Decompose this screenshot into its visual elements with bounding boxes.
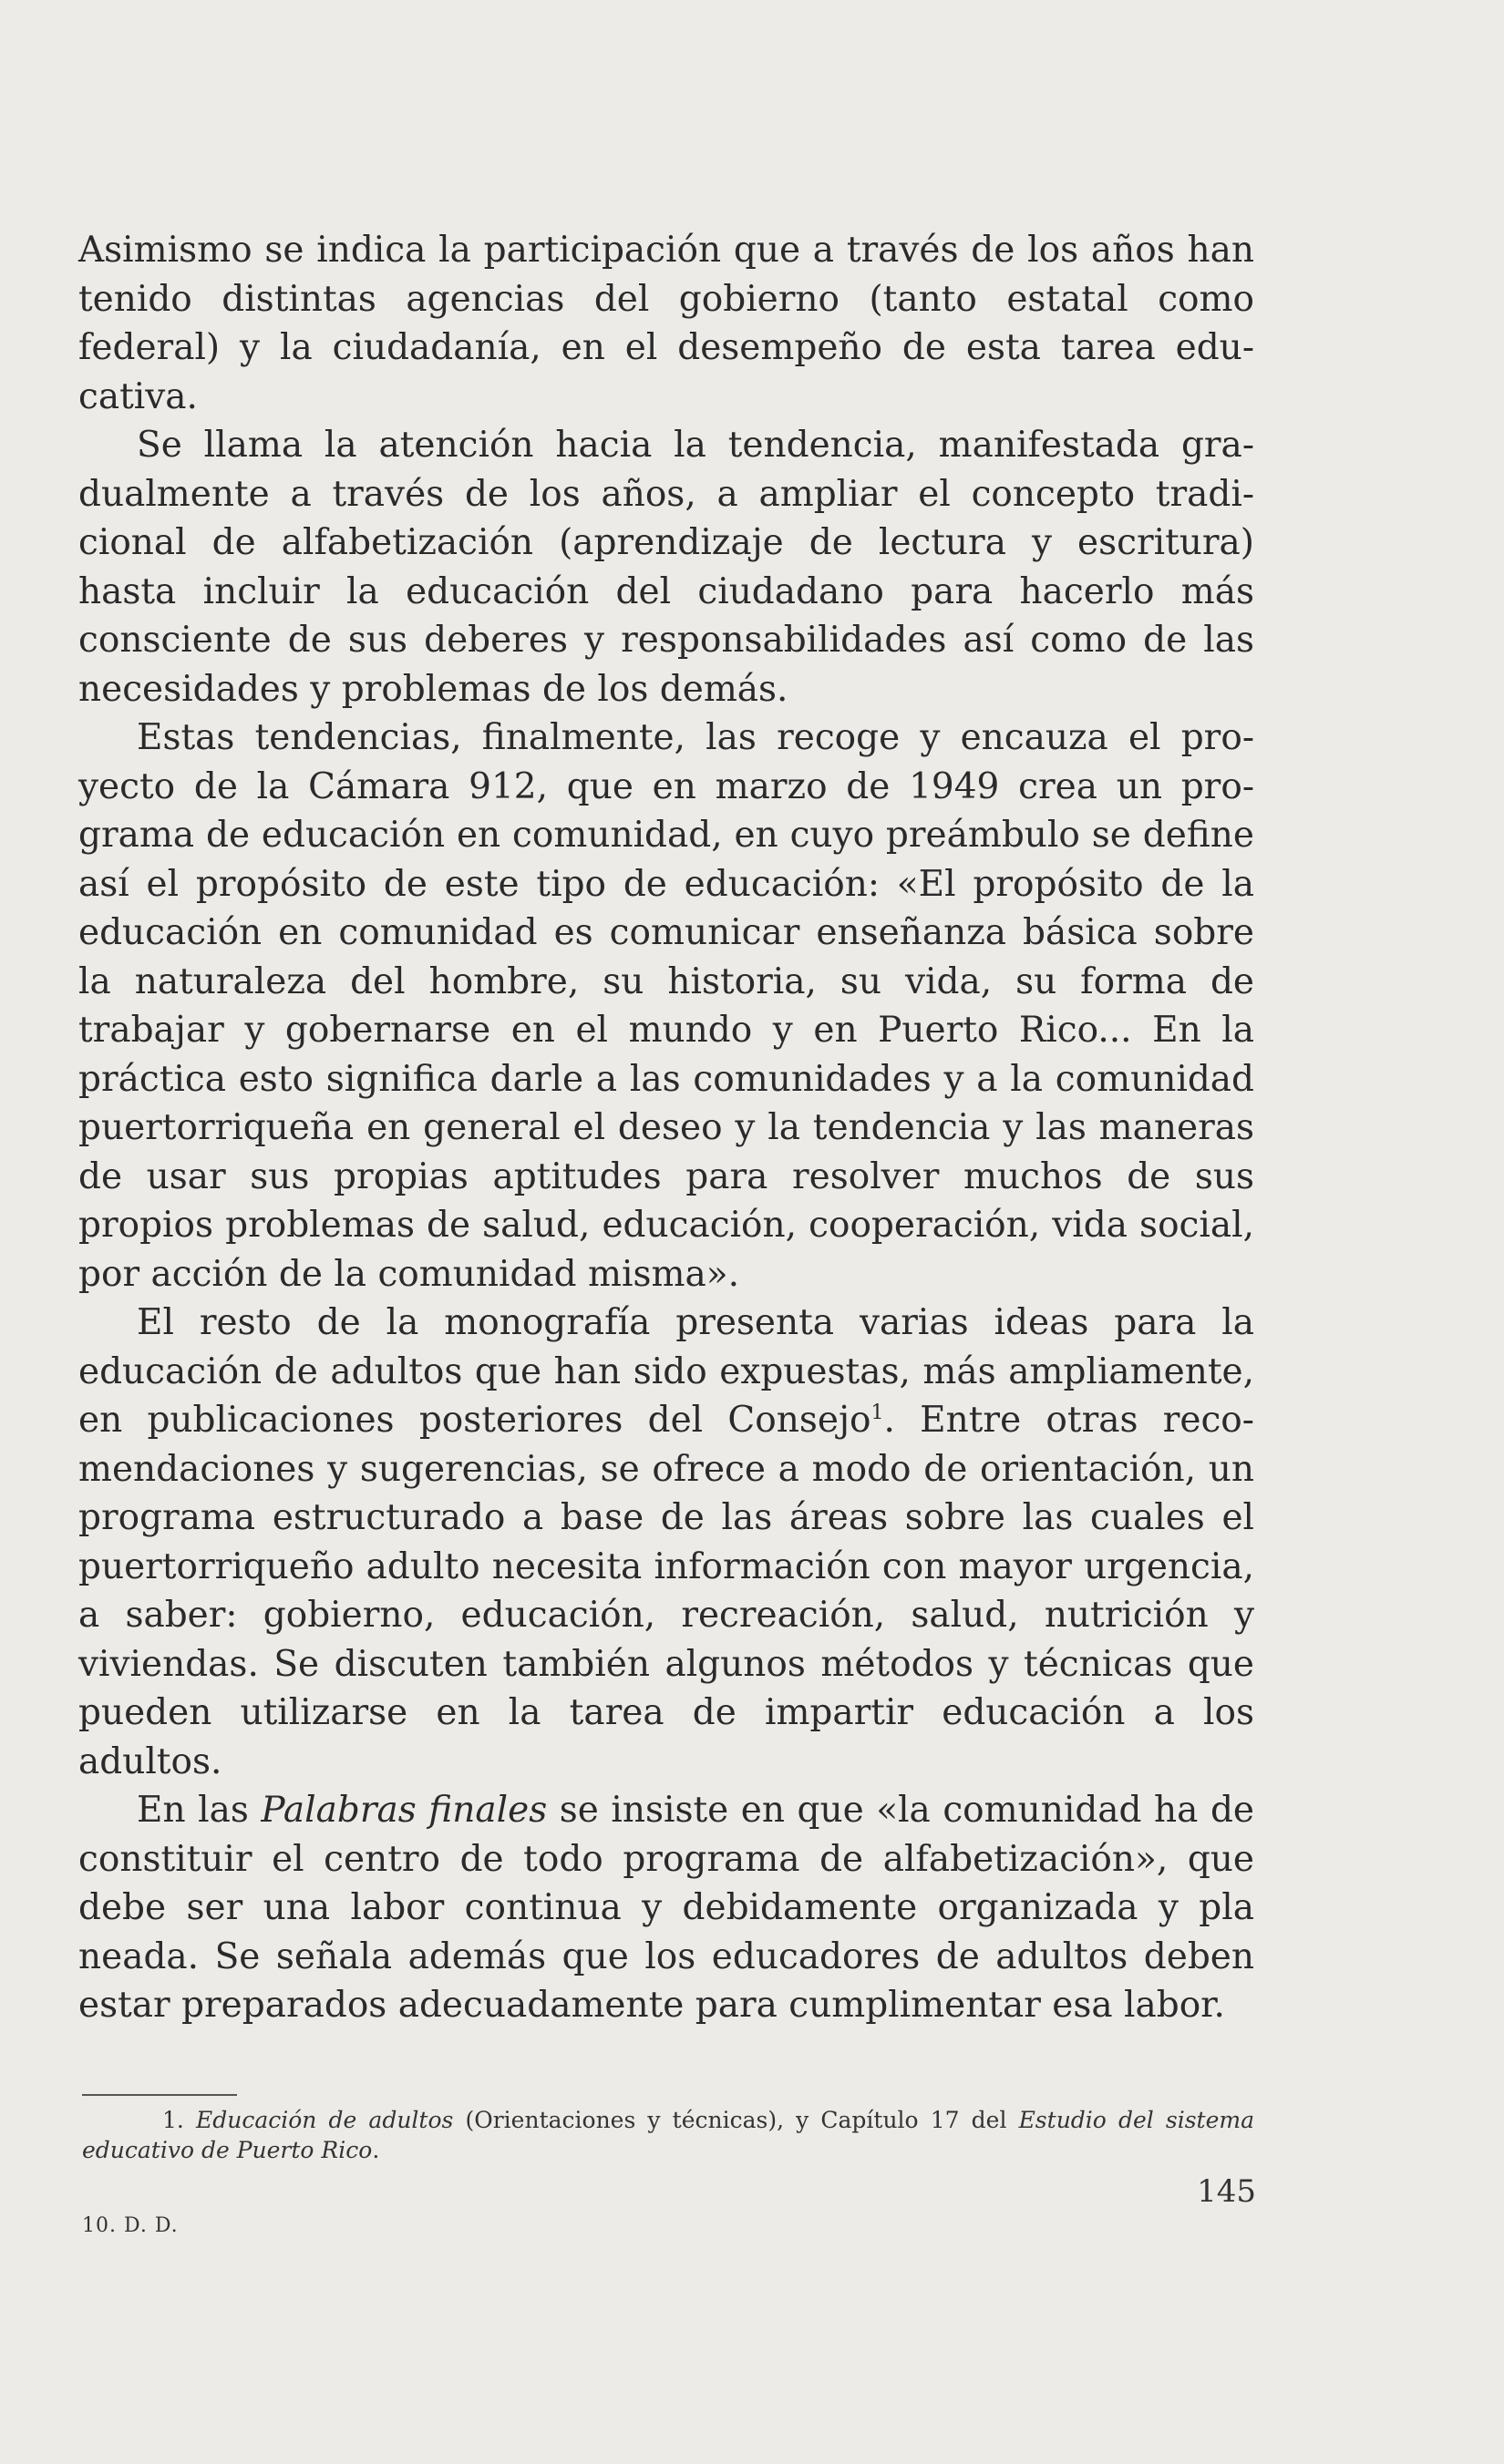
footnote-separator [82,2094,237,2096]
footnote-middle: (Orientaciones y técnicas), y Capítulo 17 del [453,2107,1019,2133]
paragraph-5-text-start: En las [137,1790,262,1831]
page-number: 145 [1197,2173,1256,2210]
paragraph-4-text-end: . Entre otras recomendaciones y sugerencias, se ofrece a modo de orientación, un programa estructurado a base de las áreas sobre las cuales el puertorriqueño adulto necesita información con mayor urgencia, a saber: gobierno, educación, recreación, salud, nutrición y viviendas. Se discuten también algunos métodos y técnicas que pueden utilizarse en la tarea de impartir educación a los adultos. [78,1400,1254,1782]
footnote-end: . [372,2137,380,2163]
footnote-title: Educación de adultos [195,2107,454,2133]
paragraph-5 [78,1786,1254,2030]
printer-signature-mark: 10. D. D. [82,2214,179,2237]
paragraph-4 [78,1299,1254,1786]
paragraph-2: Se llama la atención hacia la tendencia, manifestada gradualmente a través de los años, a ampliar el concepto tradicional de alfabetización (aprendizaje de lectura y escritura) hasta incluir la educación del ciudadano para hacerlo más consciente de sus deberes y responsabilidades así como de las necesidades y problemas de los demás. [78,425,1254,710]
footnote [82,2105,1254,2165]
footnote-reference: 1 [870,1401,884,1424]
body-text [78,226,1254,2030]
paragraph-5-text-end: se insiste en que «la comunidad ha de constituir el centro de todo programa de alfabetización», que debe ser una labor continua y debidamente organizada y pla neada. Se señala además que los educadores de adultos deben estar preparados adecuadamente para cumplimentar esa labor. [78,1790,1255,2026]
italic-title-palabras-finales: Palabras finales [261,1790,548,1831]
paragraph-1: Asimismo se indica la participación que a través de los años han tenido distintas agencias del gobierno (tanto estatal como federal) y la ciudadanía, en el desempeño de esta tarea educativa. [78,230,1254,417]
paragraph-4-text-start: El resto de la monografía presenta varias ideas para la educación de adultos que han sido expuestas, más ampliamente, en publicaciones posteriores del Consejo [78,1302,1254,1441]
footnote-source: Estudio del sistema educativo de Puerto Rico [82,2107,1254,2163]
footnote-number: 1. [162,2107,184,2133]
paragraph-3: Estas tendencias, finalmente, las recoge y encauza el proyecto de la Cámara 912, que en marzo de 1949 crea un programa de educación en comunidad, en cuyo preámbulo se define así el propósito de este tipo de educación: «El propósito de la educación en comunidad es comunicar enseñanza básica sobre la naturaleza del hombre, su historia, su vida, su forma de trabajar y gobernarse en el mundo y en Puerto Rico... En la práctica esto significa darle a las comunidades y a la comunidad puertorriqueña en general el deseo y la tendencia y las maneras de usar sus propias aptitudes para resolver muchos de sus propios problemas de salud, educación, cooperación, vida social, por acción de la comunidad misma». [78,717,1254,1295]
